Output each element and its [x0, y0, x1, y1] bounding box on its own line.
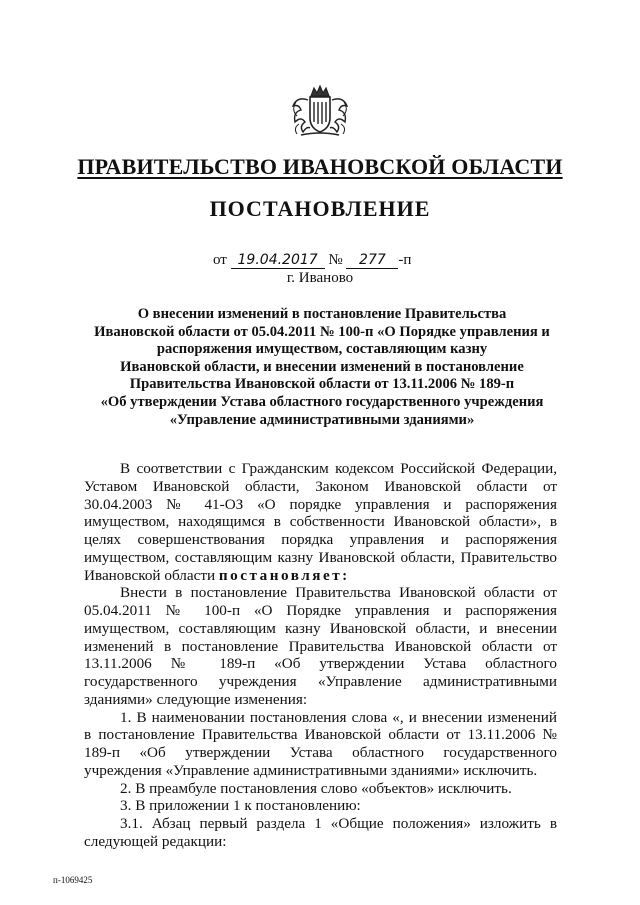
- document-type-title: ПОСТАНОВЛЕНИЕ: [209, 196, 431, 221]
- heading-line: Правительства Ивановской области от 13.11.2006 № 189-п: [129, 376, 515, 393]
- city-name: г. Иваново: [286, 270, 354, 286]
- item-2-paragraph: 2. В преамбуле постановления слово «объектов» исключить.: [120, 779, 512, 797]
- heading-line: О внесении изменений в постановление Правительства: [137, 306, 507, 322]
- document-heading: [82, 306, 562, 429]
- government-title: ПРАВИТЕЛЬСТВО ИВАНОВСКОЙ ОБЛАСТИ: [77, 154, 563, 179]
- heading-line: «Об утверждении Устава областного государственного учреждения: [100, 393, 544, 410]
- handwritten-date: 19.04.2017: [231, 252, 325, 269]
- item-3-paragraph: 3. В приложении 1 к постановлению:: [120, 797, 361, 815]
- date-number-line: [213, 252, 411, 269]
- heading-line: распоряжения имуществом, составляющим казну: [156, 341, 488, 358]
- heading-line: Ивановской области от 05.04.2011 № 100-п «О Порядке управления и: [94, 323, 550, 340]
- item-1-paragraph: 1. В наименовании постановления слова «, и внесении изменений в постановление Правительства Ивановской области от 13.11.2006 № 189-п «Об утверждении Устава областного государственного учреждения «Управление административными зданиями» исключить.: [84, 708, 557, 779]
- heading-line: Ивановской области, и внесении изменений в постановление: [120, 358, 524, 375]
- document-body: [84, 460, 557, 851]
- number-suffix: -п: [398, 252, 412, 268]
- preamble-paragraph: [84, 460, 557, 584]
- heading-line: «Управление административными зданиями»: [169, 411, 475, 428]
- number-sign: №: [328, 252, 343, 268]
- item-3-1-paragraph: 3.1. Абзац первый раздела 1 «Общие положения» изложить в следующей редакции:: [84, 815, 557, 850]
- intro-paragraph: Внести в постановление Правительства Ивановской области от 05.04.2011 № 100-п «О Порядке управления и распоряжения имуществом, составляющим казну Ивановской области, и внесении изменений в постановление Правительства Ивановской области от 13.11.2006 № 189-п «Об утверждении Устава областного государственного учреждения «Управление административными зданиями» следующие изменения:: [84, 584, 557, 708]
- date-prefix: от: [213, 252, 227, 268]
- handwritten-number: 277: [346, 252, 398, 269]
- preamble-text: В соответствии с Гражданским кодексом Российской Федерации, Уставом Ивановской области, Законом Ивановской области от 30.04.2003 № 41-ОЗ «О порядке управления и распоряжения имуществом, находящимся в собственности Ивановской области», в целях совершенствования порядка управления и распоряжения имуществом, составляющим казну Ивановской области, Правительство Ивановской области: [84, 460, 557, 584]
- decree-word: постановляет:: [218, 566, 350, 584]
- coat-of-arms-emblem: [287, 82, 353, 138]
- document-code: п-1069425: [53, 875, 93, 885]
